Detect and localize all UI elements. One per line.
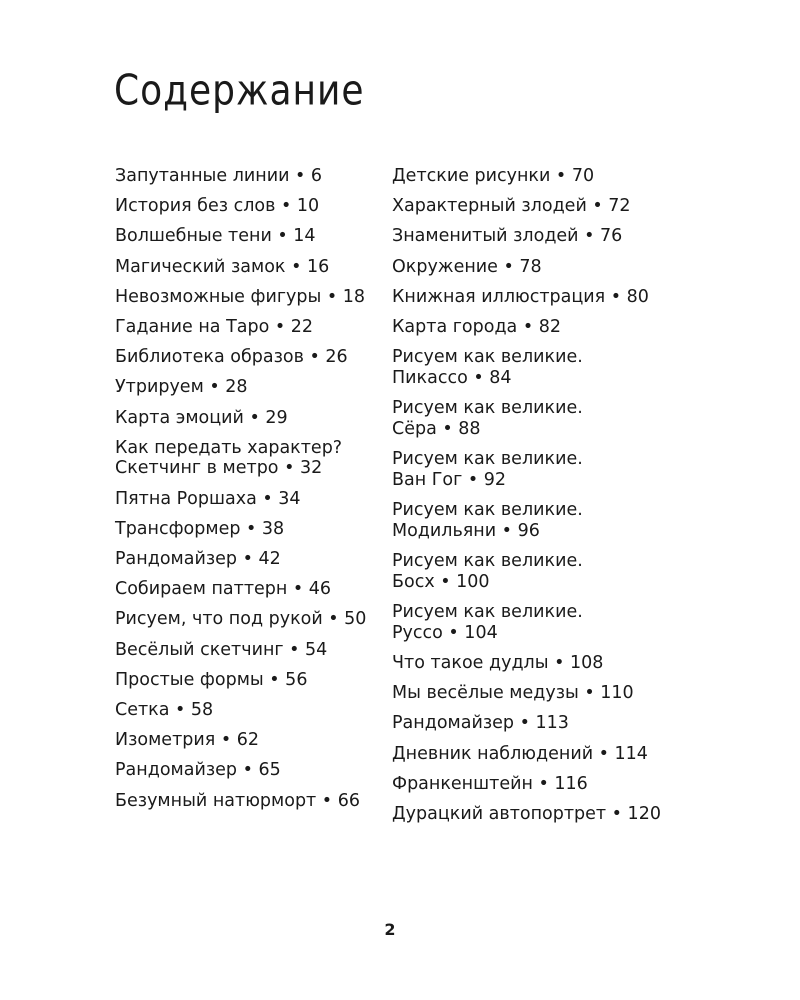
toc-entry: Рисуем как великие. Сёра • 88 [392,398,583,439]
toc-entry: История без слов • 10 [115,196,320,217]
toc-entry: Запутанные линии • 6 [115,166,323,186]
toc-entry: Окружение • 78 [392,256,542,277]
toc-entry: Дневник наблюдений • 114 [392,743,648,764]
toc-entry: Франкенштейн • 116 [392,773,588,794]
toc-entry: Рисуем как великие. Пикассо • 84 [392,347,583,388]
toc-entry: Мы весёлые медузы • 110 [392,683,634,704]
toc-entry: Рандомайзер • 113 [392,713,569,734]
toc-entry: Детские рисунки • 70 [392,166,595,186]
toc-entry: Безумный натюрморт • 66 [115,790,360,811]
toc-entry: Утрируем • 28 [115,377,248,398]
toc-entry: Рандомайзер • 65 [115,760,281,781]
toc-entry: Рисуем как великие. Руссо • 104 [392,602,583,643]
toc-entry: Дурацкий автопортрет • 120 [392,803,661,824]
toc-entry: Характерный злодей • 72 [392,196,631,217]
toc-entry: Рисуем как великие. Босх • 100 [392,551,583,592]
toc-entry: Что такое дудлы • 108 [392,653,604,674]
toc-entry: Библиотека образов • 26 [115,347,348,368]
toc-entry: Рисуем как великие. Ван Гог • 92 [392,449,583,490]
toc-left-column [115,166,405,821]
toc-entry: Простые формы • 56 [115,669,308,690]
page-number: 2 [384,920,396,939]
toc-entry: Магический замок • 16 [115,256,330,277]
toc-entry: Невозможные фигуры • 18 [115,286,366,307]
toc-entry: Пятна Роршаха • 34 [115,488,301,509]
toc-entry: Знаменитый злодей • 76 [392,226,623,247]
toc-entry: Гадание на Таро • 22 [115,316,314,337]
toc-entry: Трансформер • 38 [115,518,285,539]
page-title: Содержание [114,66,365,116]
toc-right-column [392,166,682,834]
toc-entry: Сетка • 58 [115,699,214,720]
toc-entry: Карта города • 82 [392,316,561,337]
toc-entry: Волшебные тени • 14 [115,226,316,247]
toc-entry: Собираем паттерн • 46 [115,579,332,600]
toc-entry: Книжная иллюстрация • 80 [392,286,649,307]
toc-entry: Рисуем, что под рукой • 50 [115,609,367,630]
toc-entry: Рандомайзер • 42 [115,549,281,570]
toc-entry: Рисуем как великие. Модильяни • 96 [392,500,583,541]
toc-entry: Изометрия • 62 [115,730,259,751]
toc-entry: Карта эмоций • 29 [115,407,288,428]
toc-entry: Весёлый скетчинг • 54 [115,639,328,660]
toc-entry: Как передать характер? Скетчинг в метро • 32 [115,437,343,479]
